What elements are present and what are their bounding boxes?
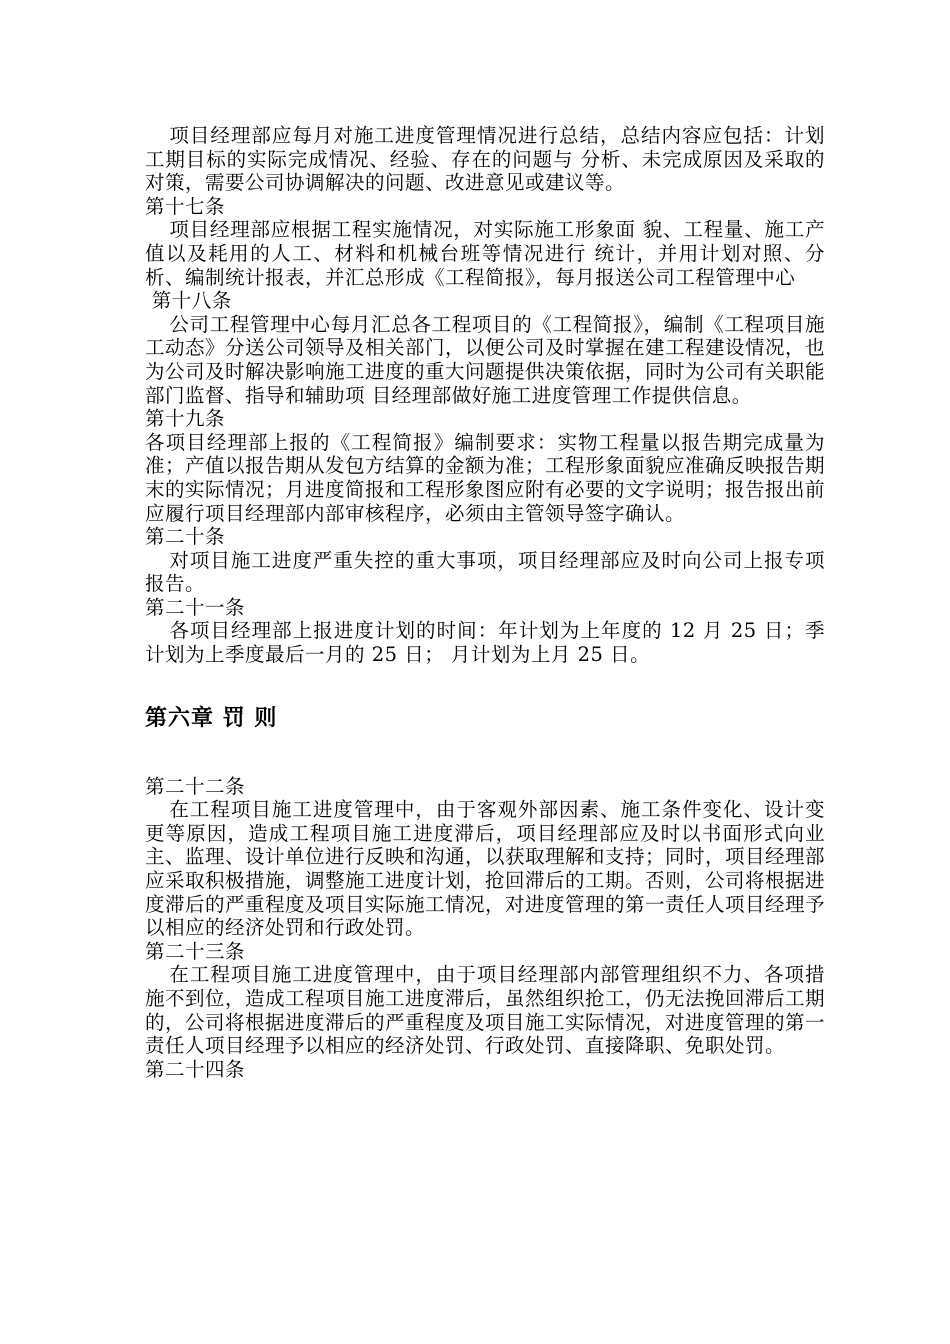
paragraph: 在工程项目施工进度管理中，由于客观外部因素、施工条件变化、设计变更等原因，造成工程项目施工进度滞后，项目经理部应及时以书面形式向业主、监理、设计单位进行反映和沟通，以获取理解和支持；同时，项目经理部应采取积极措施，调整施工进度计划，抢回滞后的工期。否则，公司将根据进度滞后的严重程度及项目实际施工情况，对进度管理的第一责任人项目经理予以相应的经济处罚和行政处罚。 [145, 798, 826, 940]
article-heading: 第十七条 [145, 194, 226, 218]
chapter-title: 第六章 罚 则 [145, 705, 278, 731]
paragraph: 各项目经理部上报的《工程简报》编制要求：实物工程量以报告期完成量为准；产值以报告期从发包方结算的金额为准；工程形象面貌应准确反映报告期末的实际情况；月进度简报和工程形象图应附有必要的文字说明；报告报出前应履行项目经理部内部审核程序，必须由主管领导签字确认。 [145, 430, 826, 525]
article-heading: 第二十一条 [145, 595, 246, 619]
paragraph: 公司工程管理中心每月汇总各工程项目的《工程简报》，编制《工程项目施工动态》分送公司领导及相关部门，以便公司及时掌握在建工程建设情况，也为公司及时解决影响施工进度的重大问题提供决策依据，同时为公司有关职能部门监督、指导和辅助项 目经理部做好施工进度管理工作提供信息。 [145, 312, 826, 407]
article-heading: 第十八条 [145, 289, 232, 313]
article-heading: 第十九条 [145, 407, 226, 431]
article-heading: 第二十三条 [145, 939, 246, 963]
paragraph: 在工程项目施工进度管理中，由于项目经理部内部管理组织不力、各项措施不到位，造成工程项目施工进度滞后，虽然组织抢工，仍无法挽回滞后工期的，公司将根据进度滞后的严重程度及项目施工实际情况，对进度管理的第一责任人项目经理予以相应的经济处罚、行政处罚、直接降职、免职处罚。 [145, 963, 826, 1058]
paragraph: 各项目经理部上报进度计划的时间：年计划为上年度的 12 月 25 日；季计划为上季度最后一月的 25 日； 月计划为上月 25 日。 [145, 619, 825, 667]
document-page [145, 124, 825, 1081]
paragraph: 项目经理部应根据工程实施情况，对实际施工形象面 貌、工程量、施工产值以及耗用的人工、材料和机械台班等情况进行 统计，并用计划对照、分析、编制统计报表，并汇总形成《工程简报》，每月报送公司工程管理中心 [145, 218, 825, 289]
paragraph: 项目经理部应每月对施工进度管理情况进行总结，总结内容应包括：计划工期目标的实际完成情况、经验、存在的问题与 分析、未完成原因及采取的对策，需要公司协调解决的问题、改进意见或建议等。 [145, 124, 825, 195]
section-part1 [145, 124, 825, 667]
section-part2 [145, 775, 825, 1082]
paragraph: 对项目施工进度严重失控的重大事项，项目经理部应及时向公司上报专项报告。 [145, 548, 825, 596]
article-heading: 第二十二条 [145, 774, 246, 798]
article-heading: 第二十四条 [145, 1057, 246, 1081]
article-heading: 第二十条 [145, 525, 226, 549]
